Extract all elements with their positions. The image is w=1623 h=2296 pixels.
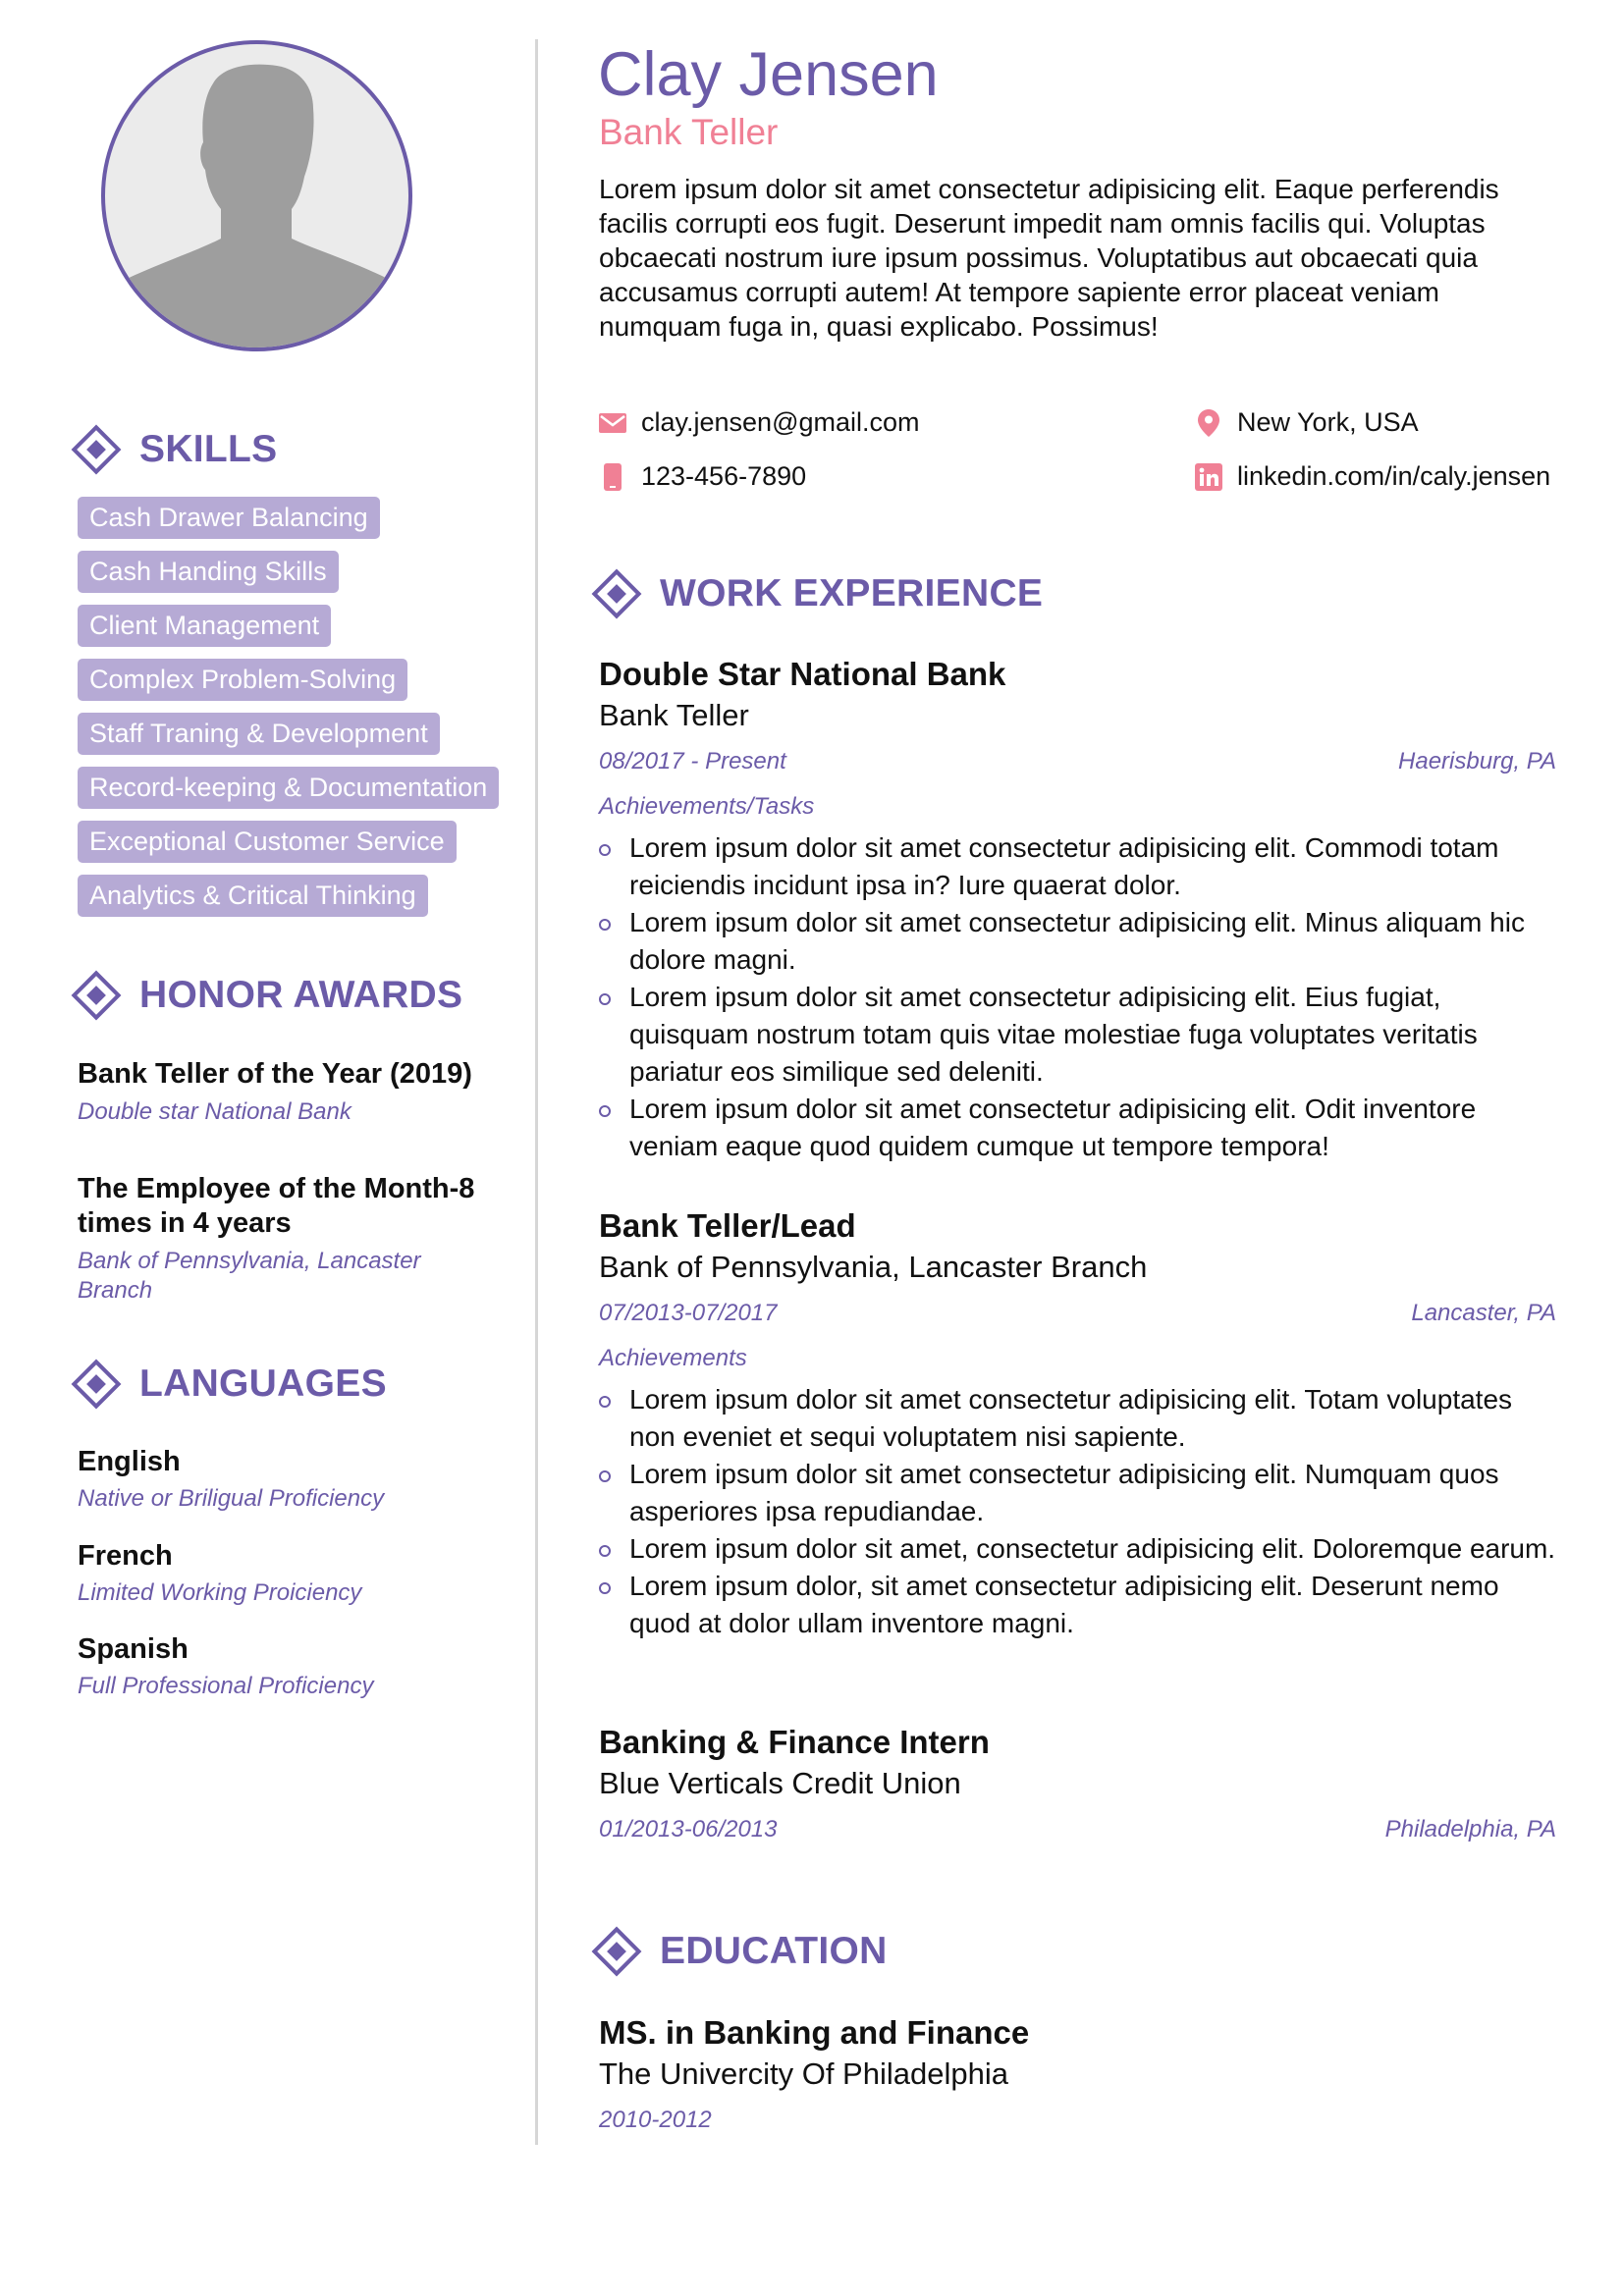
column-divider: [535, 39, 538, 2145]
section-title: SKILLS: [139, 428, 278, 470]
diamond-icon: [591, 568, 642, 619]
email-text: clay.jensen@gmail.com: [641, 407, 920, 437]
awards-heading: [71, 970, 462, 1021]
job-achievements-label: Achievements: [599, 1345, 747, 1371]
map-pin-icon: [1194, 408, 1223, 438]
avatar: [101, 40, 412, 351]
education-dates: 2010-2012: [599, 2107, 712, 2133]
skills-heading: [71, 424, 277, 475]
diamond-icon: [71, 424, 122, 475]
skill-chip: Complex Problem-Solving: [78, 659, 407, 701]
job-dates: 01/2013-06/2013: [599, 1816, 778, 1842]
job-entry: [599, 1723, 1556, 1844]
person-silhouette-icon: [105, 44, 408, 347]
languages-heading: [71, 1359, 387, 1410]
email-icon: [598, 408, 627, 438]
job-bullets: [599, 829, 1556, 1165]
skill-chip: Exceptional Customer Service: [78, 821, 457, 863]
work-heading: [591, 568, 1043, 619]
language-item: [78, 1632, 510, 1701]
contact-location: [1194, 407, 1419, 438]
list-item: Lorem ipsum dolor sit amet, consectetur adipisicing elit. Doloremque earum.: [599, 1530, 1556, 1568]
candidate-title: Bank Teller: [599, 112, 779, 152]
language-name: Spanish: [78, 1633, 189, 1665]
award-item: [78, 1057, 510, 1127]
award-organization: Double star National Bank: [78, 1098, 352, 1125]
award-title: Bank Teller of the Year (2019): [78, 1058, 472, 1090]
education-heading: [591, 1926, 888, 1977]
list-item: Lorem ipsum dolor, sit amet consectetur adipisicing elit. Deserunt nemo quod at dolor ullam inventore magni.: [599, 1568, 1556, 1642]
contact-linkedin[interactable]: [1194, 461, 1550, 492]
contact-email[interactable]: [598, 407, 920, 438]
diamond-icon: [71, 970, 122, 1021]
job-entry: [599, 655, 1556, 1165]
skill-chip: Staff Traning & Development: [78, 713, 440, 755]
list-item: Lorem ipsum dolor sit amet consectetur adipisicing elit. Commodi totam reiciendis incidunt ipsa in? Iure quaerat dolor.: [599, 829, 1556, 904]
job-meta: [599, 747, 1556, 776]
diamond-icon: [71, 1359, 122, 1410]
language-level: Full Professional Proficiency: [78, 1673, 374, 1699]
phone-icon: [598, 462, 627, 492]
list-item: Lorem ipsum dolor sit amet consectetur adipisicing elit. Minus aliquam hic dolore magni.: [599, 904, 1556, 979]
language-level: Native or Briligual Proficiency: [78, 1485, 385, 1512]
linkedin-text: linkedin.com/in/caly.jensen: [1237, 461, 1551, 491]
section-title: WORK EXPERIENCE: [660, 572, 1044, 614]
job-position: Bank Teller: [599, 698, 749, 732]
language-name: French: [78, 1540, 173, 1572]
job-position: Blue Verticals Credit Union: [599, 1766, 961, 1800]
location-text: New York, USA: [1237, 407, 1419, 437]
job-bullets: [599, 1381, 1556, 1642]
skills-list: [78, 497, 510, 929]
linkedin-icon: [1194, 462, 1223, 492]
education-school: The Univercity Of Philadelphia: [599, 2056, 1008, 2091]
diamond-icon: [591, 1926, 642, 1977]
language-name: English: [78, 1446, 181, 1477]
job-meta: [599, 1299, 1556, 1328]
section-title: LANGUAGES: [139, 1362, 387, 1405]
award-item: [78, 1172, 500, 1306]
section-title: EDUCATION: [660, 1930, 888, 1972]
job-company: Double Star National Bank: [599, 656, 1006, 692]
skill-chip: Cash Handing Skills: [78, 551, 339, 593]
job-location: Lancaster, PA: [1411, 1300, 1556, 1326]
section-title: HONOR AWARDS: [139, 974, 463, 1016]
language-item: [78, 1445, 510, 1514]
award-title: The Employee of the Month-8 times in 4 years: [78, 1173, 475, 1239]
education-entry: [599, 2013, 1556, 2135]
language-item: [78, 1539, 510, 1608]
candidate-name: Clay Jensen: [598, 40, 939, 109]
list-item: Lorem ipsum dolor sit amet consectetur adipisicing elit. Totam voluptates non eveniet et sequi voluptatem nisi sapiente.: [599, 1381, 1556, 1456]
job-location: Haerisburg, PA: [1398, 748, 1556, 774]
job-company: Banking & Finance Intern: [599, 1724, 990, 1760]
list-item: Lorem ipsum dolor sit amet consectetur adipisicing elit. Numquam quos asperiores ipsa repudiandae.: [599, 1456, 1556, 1530]
award-organization: Bank of Pennsylvania, Lancaster Branch: [78, 1248, 421, 1304]
job-entry: [599, 1206, 1556, 1642]
job-position: Bank of Pennsylvania, Lancaster Branch: [599, 1250, 1148, 1284]
list-item: Lorem ipsum dolor sit amet consectetur adipisicing elit. Eius fugiat, quisquam nostrum totam quis vitae molestiae fuga voluptates veritatis pariatur eos similique sed deleniti.: [599, 979, 1556, 1091]
skill-chip: Record-keeping & Documentation: [78, 767, 499, 809]
job-location: Philadelphia, PA: [1384, 1816, 1556, 1842]
education-degree: MS. in Banking and Finance: [599, 2014, 1030, 2051]
skill-chip: Cash Drawer Balancing: [78, 497, 380, 539]
skill-chip: Client Management: [78, 605, 331, 647]
list-item: Lorem ipsum dolor sit amet consectetur adipisicing elit. Odit inventore veniam eaque quod quidem cumque ut tempore tempora!: [599, 1091, 1556, 1165]
job-dates: 08/2017 - Present: [599, 748, 786, 774]
profile-summary: Lorem ipsum dolor sit amet consectetur adipisicing elit. Eaque perferendis facilis corrupti eos fugit. Deserunt impedit nam omnis facilis qui. Voluptas obcaecati nostrum iure ipsum possimus. Voluptatibus aut obcaecati quia accusamus corrupti autem! At tempore sapiente error placeat veniam numquam fuga in, quasi explicabo. Possimus!: [599, 174, 1499, 342]
phone-text: 123-456-7890: [641, 461, 807, 491]
job-company: Bank Teller/Lead: [599, 1207, 856, 1244]
language-level: Limited Working Proiciency: [78, 1579, 362, 1606]
job-achievements-label: Achievements/Tasks: [599, 793, 815, 820]
job-dates: 07/2013-07/2017: [599, 1300, 778, 1326]
contact-phone[interactable]: [598, 461, 806, 492]
skill-chip: Analytics & Critical Thinking: [78, 875, 428, 917]
job-meta: [599, 1815, 1556, 1844]
education-meta: [599, 2106, 1556, 2135]
